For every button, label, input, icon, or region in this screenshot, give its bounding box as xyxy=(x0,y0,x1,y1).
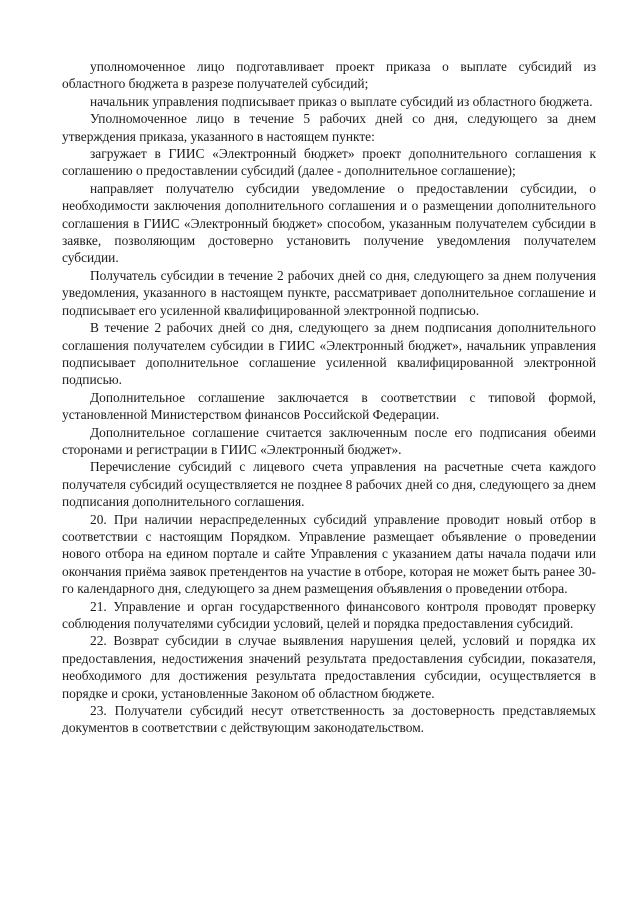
paragraph: Уполномоченное лицо в течение 5 рабочих дней со дня, следующего за днем утверждения приказа, указанного в настоящем пункте: xyxy=(62,111,596,144)
paragraph: направляет получателю субсидии уведомление о предоставлении субсидии, о необходимости заключения дополнительного соглашения и о размещении дополнительного соглашения в ГИИС «Электронный бюджет» способом, указанным получателем субсидии в заявке, позволяющим достоверно установить получение уведомления получателем субсидии. xyxy=(62,180,596,266)
paragraph: загружает в ГИИС «Электронный бюджет» проект дополнительного соглашения к соглашению о предоставлении субсидий (далее - дополнительное соглашение); xyxy=(62,146,596,179)
paragraph: Дополнительное соглашение считается заключенным после его подписания обеими сторонами и регистрации в ГИИС «Электронный бюджет». xyxy=(62,424,596,457)
paragraph: Перечисление субсидий с лицевого счета управления на расчетные счета каждого получателя субсидий осуществляется не позднее 8 рабочих дней со дня, следующего за днем подписания дополнительного соглашения. xyxy=(62,459,596,510)
paragraph: Получатель субсидии в течение 2 рабочих дней со дня, следующего за днем получения уведомления, указанного в настоящем пункте, рассматривает дополнительное соглашение и подписывает его усиленной квалифицированной электронной подписью. xyxy=(62,267,596,318)
paragraph-item-20: 20. При наличии нераспределенных субсидий управление проводит новый отбор в соответствии с настоящим Порядком. Управление размещает объявление о проведении нового отбора на едином портале и сайте Управления с указанием даты начала подачи или окончания приёма заявок претендентов на участие в отборе, которая не может быть ранее 30-го календарного дня, следующего за днем размещения объявления о проведении отбора. xyxy=(62,511,596,597)
paragraph-item-23: 23. Получатели субсидий несут ответственность за достоверность представляемых документов в соответствии с действующим законодательством. xyxy=(62,703,596,736)
document-page xyxy=(62,58,596,737)
paragraph: Дополнительное соглашение заключается в соответствии с типовой формой, установленной Министерством финансов Российской Федерации. xyxy=(62,389,596,423)
paragraph-item-21: 21. Управление и орган государственного финансового контроля проводят проверку соблюдения получателями субсидии условий, целей и порядка предоставления субсидий. xyxy=(62,598,596,631)
paragraph: уполномоченное лицо подготавливает проект приказа о выплате субсидий из областного бюджета в разрезе получателей субсидий; xyxy=(62,59,596,92)
paragraph: В течение 2 рабочих дней со дня, следующего за днем подписания дополнительного соглашения получателем субсидии в ГИИС «Электронный бюджет», начальник управления подписывает дополнительное соглашение усиленной квалифицированной электронной подписью. xyxy=(62,320,596,388)
paragraph: начальник управления подписывает приказ о выплате субсидий из областного бюджета. xyxy=(90,93,593,109)
paragraph-item-22: 22. Возврат субсидии в случае выявления нарушения целей, условий и порядка их предоставления, недостижения значений результата предоставления субсидии, показателя, необходимого для достижения результата предоставления субсидии, осуществляется в порядке и сроки, установленные Законом об областном бюджете. xyxy=(62,633,596,701)
